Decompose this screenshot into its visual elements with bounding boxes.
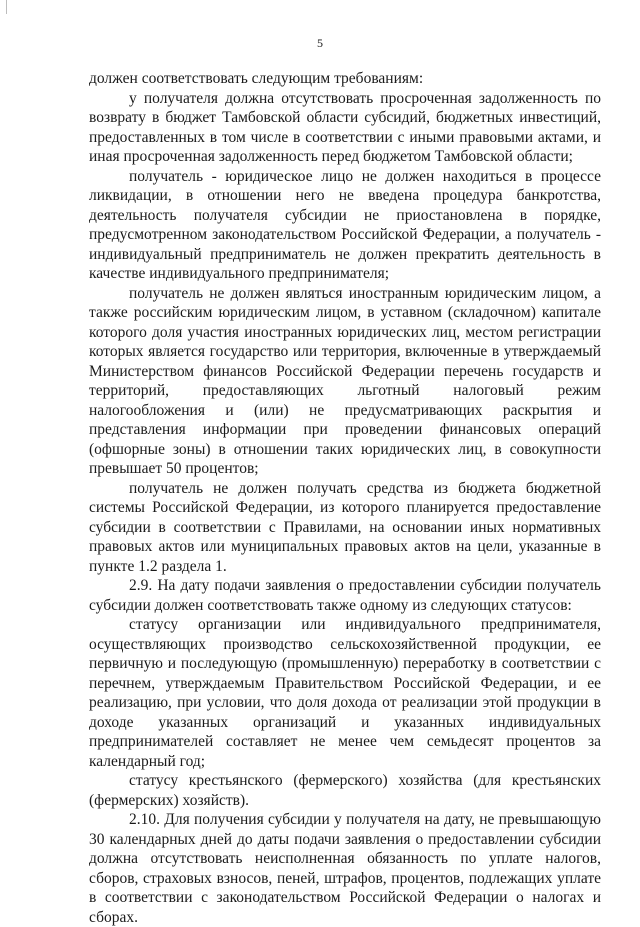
paragraph-no-other-budget-funds: получатель не должен получать средства из бюджета бюджетной системы Российской Федерации, из которого планируется предоставление субсидии в соответствии с Правилами, на основании иных нормативных правовых актов или муниципальных правовых актов на цели, указанные в пункте 1.2 раздела 1. <box>89 479 601 575</box>
page-number: 5 <box>317 36 323 50</box>
paragraph-clause-2-9: 2.9. На дату подачи заявления о предоставлении субсидии получатель субсидии должен соответствовать также одному из следующих статусов: <box>89 577 601 614</box>
document-body <box>89 69 601 927</box>
paragraph-requirements-intro: должен соответствовать следующим требованиям: <box>89 70 424 87</box>
paragraph-status-agricultural-producer: статусу организации или индивидуального предпринимателя, осуществляющих производство сельскохозяйственной продукции, ее первичную и последующую (промышленную) переработку в соответствии с перечнем, утверждаемым Правительством Российской Федерации, и ее реализацию, при условии, что доля дохода от реализации этой продукции в доходе указанных организаций и указанных индивидуальных предпринимателей составляет не менее чем семьдесят процентов за календарный год; <box>89 616 601 770</box>
paragraph-no-overdue-debt: у получателя должна отсутствовать просроченная задолженность по возврату в бюджет Тамбовской области субсидий, бюджетных инвестиций, предоставленных в том числе в соответствии с иными правовыми актами, и иная просроченная задолженность перед бюджетом Тамбовской области; <box>89 89 601 165</box>
paragraph-not-liquidated: получатель - юридическое лицо не должен находиться в процессе ликвидации, в отношении него не введена процедура банкротства, деятельность получателя субсидии не приостановлена в порядке, предусмотренном законодательством Российской Федерации, а получатель - индивидуальный предприниматель не должен прекратить деятельность в качестве индивидуального предпринимателя; <box>89 167 601 282</box>
paragraph-not-foreign-entity: получатель не должен являться иностранным юридическим лицом, а также российским юридическим лицом, в уставном (складочном) капитале которого доля участия иностранных юридических лиц, местом регистрации которых является государство или территория, включенные в утверждаемый Министерством финансов Российской Федерации перечень государств и территорий, предоставляющих льготный налоговый режим налогообложения и (или) не предусматривающих раскрытия и представления информации при проведении финансовых операций (офшорные зоны) в отношении таких юридических лиц, в совокупности превышает 50 процентов; <box>89 284 601 477</box>
paragraph-status-farm-household: статусу крестьянского (фермерского) хозяйства (для крестьянских (фермерских) хозяйств). <box>89 772 601 809</box>
paragraph-clause-2-10: 2.10. Для получения субсидии у получателя на дату, не превышающую 30 календарных дней до даты подачи заявления о предоставлении субсидии должна отсутствовать неисполненная обязанность по уплате налогов, сборов, страховых взносов, пеней, штрафов, процентов, подлежащих уплате в соответствии с законодательством Российской Федерации о налогах и сборах. <box>89 811 601 926</box>
scan-edge-mark <box>6 0 7 14</box>
